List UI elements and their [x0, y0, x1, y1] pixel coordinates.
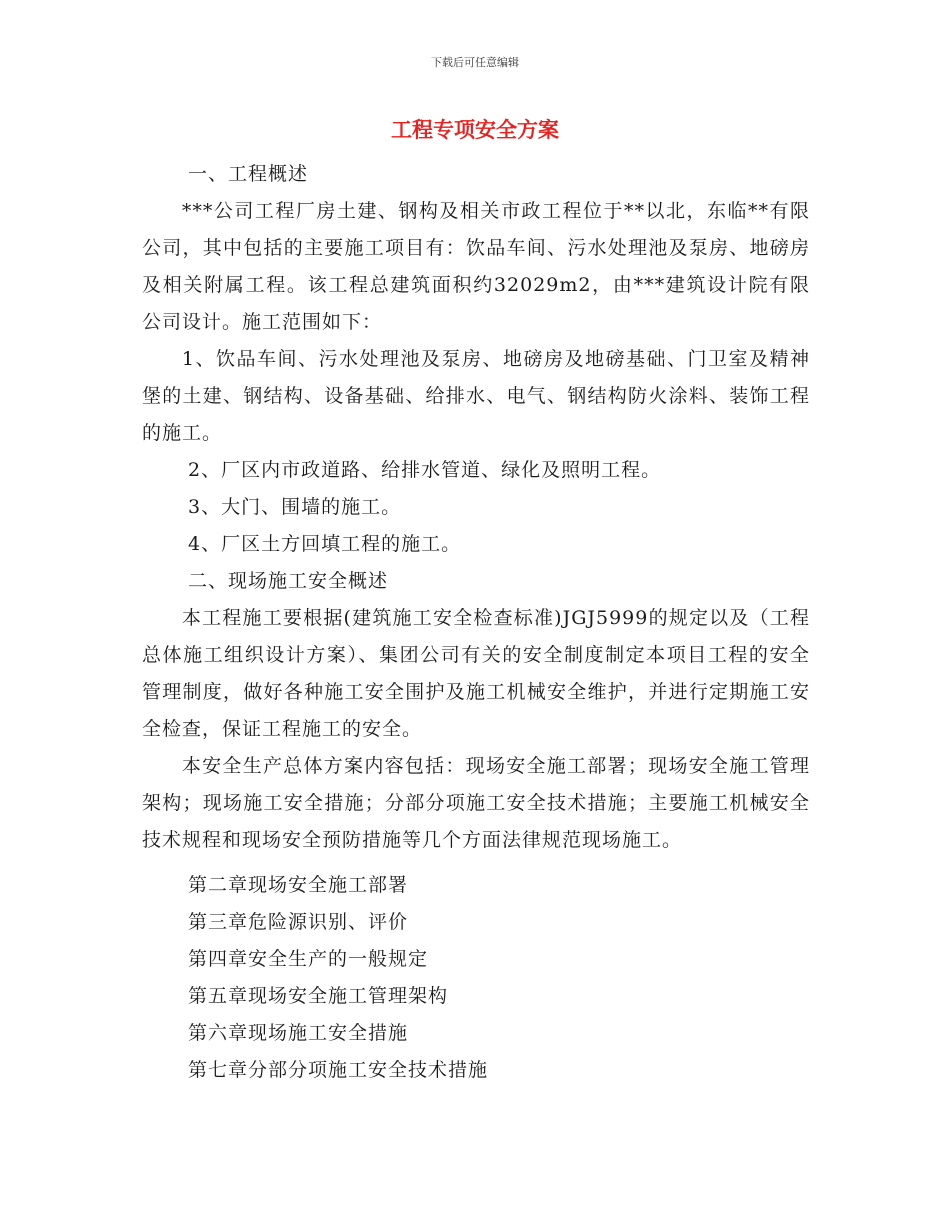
chapter-list-item: 第二章现场安全施工部署	[188, 874, 409, 896]
scope-item-3: 3、大门、围墙的施工。	[188, 496, 402, 518]
chapter-list-item: 第六章现场施工安全措施	[188, 1022, 409, 1044]
header-note: 下载后可任意编辑	[431, 56, 519, 69]
section-heading-safety: 二、现场施工安全概述	[188, 570, 389, 592]
chapter-list-item: 第七章分部分项施工安全技术措施	[188, 1059, 489, 1081]
document-body	[142, 156, 810, 1089]
scope-item-2: 2、厂区内市政道路、给排水管道、绿化及照明工程。	[188, 459, 662, 481]
chapter-list-item: 第四章安全生产的一般规定	[188, 948, 429, 970]
document-title: 工程专项安全方案	[391, 118, 559, 142]
scope-item-1: 1、饮品车间、污水处理池及泵房、地磅房及地磅基础、门卫室及精神堡的土建、钢结构、设备基础、给排水、电气、钢结构防火涂料、装饰工程的施工。	[142, 348, 810, 444]
intro-paragraph: ***公司工程厂房土建、钢构及相关市政工程位于**以北，东临**有限公司，其中包括的主要施工项目有：饮品车间、污水处理池及泵房、地磅房及相关附属工程。该工程总建筑面积约32029m2，由***建筑设计院有限公司设计。施工范围如下：	[142, 200, 810, 333]
scope-item-4: 4、厂区土方回填工程的施工。	[188, 533, 462, 555]
section-heading-overview: 一、工程概述	[188, 163, 309, 185]
chapter-list-item: 第五章现场安全施工管理架构	[188, 985, 449, 1007]
safety-paragraph-2: 本安全生产总体方案内容包括：现场安全施工部署；现场安全施工管理架构；现场施工安全措施；分部分项施工安全技术措施；主要施工机械安全技术规程和现场安全预防措施等几个方面法律规范现场施工。	[142, 755, 810, 851]
chapter-list-item: 第三章危险源识别、评价	[188, 911, 409, 933]
safety-paragraph-1: 本工程施工要根据(建筑施工安全检查标准)JGJ5999的规定以及（工程总体施工组织设计方案）、集团公司有关的安全制度制定本项目工程的安全管理制度，做好各种施工安全围护及施工机械安全维护，并进行定期施工安全检查，保证工程施工的安全。	[142, 607, 810, 740]
